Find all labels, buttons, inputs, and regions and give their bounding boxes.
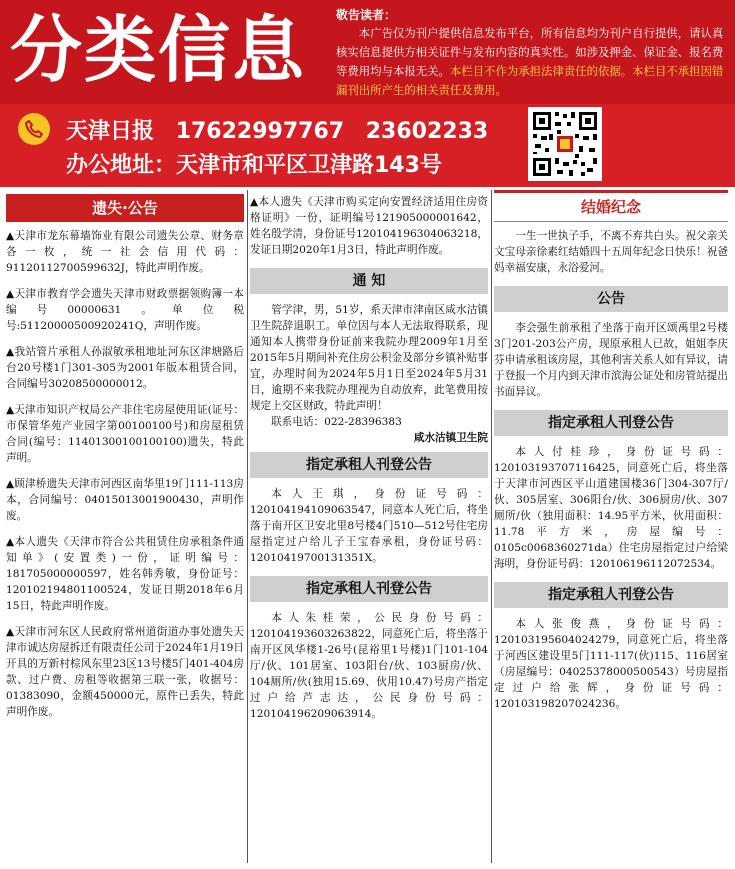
column-right xyxy=(494,190,728,869)
paper-name: 天津日报 xyxy=(66,119,155,144)
section-title-lost: 遗失·公告 xyxy=(6,194,244,222)
qr-code-icon xyxy=(528,107,602,181)
gonggao-section-title: 公告 xyxy=(494,286,728,312)
gonggao-text: 李会强生前承租了坐落于南开区颂禹里2号楼3门201-203公产房，现原承租人已故，姐姐李庆芬申请承租该房屋，其他利害关系人如有异议，请于登报一个月内到天津市滨海公证处和房管站提出书面异议。 xyxy=(494,322,728,398)
tenant-notice-title-2: 指定承租人刊登公告 xyxy=(250,576,488,602)
notice-section-title: 通 知 xyxy=(250,268,488,294)
reader-notice-part-1: 本广告仅为刊户提供信息发布平台，所有信息均为刊户自行提供，请认真核实信息提供方相关证件与发布内容的真实性。如涉及押金、保证金、报名费等费用均与本报无关。 xyxy=(336,26,724,78)
column-divider-1 xyxy=(247,190,248,863)
tenant-notice-text-2: 本人朱桂荣，公民身份号码：120104193603263822，同意死亡后，将坐落于南开区风华楼1-26号(昆裕里1号楼)1门101-104厅/伙、101居室、103阳台/伙、103厨房/伙、104厕所/伙(独用15.69、伙用10.47)号房产指定过户给芦志达，公民身份号码：120104196209063914。 xyxy=(250,612,488,720)
lost-item-5: ▲顾津桥遗失天津市河西区南华里19门111-113房本，合同编号：04015013001900430，声明作废。 xyxy=(6,478,244,522)
notice-phone: 联系电话：022-28396383 xyxy=(271,416,402,428)
wedding-text: 一生一世执子手，不离不弃共白头。祝父亲关文宝母亲徐素红结婚四十五周年纪念日快乐！祝爸妈幸福安康，永浴爱河。 xyxy=(494,230,728,274)
tenant-notice-title-3: 指定承租人刊登公告 xyxy=(494,410,728,436)
tenant-notice-title-4: 指定承租人刊登公告 xyxy=(494,582,728,608)
notice-text: 管学津，男，51岁，系天津市津南区咸水沽镇卫生院辞退职工。单位因与本人无法取得联系，现通知本人携带身份证前来我院办理2009年1月至2015年5月期间补充住房公积金及部分乡镇补贴事宜，办理时间为2024年5月1日至2024年5月31日，逾期不来我院办理视为自动放弃，此笔费用按规定上交区财政，特此声明！ xyxy=(250,304,488,412)
tenant-notice-title-1: 指定承租人刊登公告 xyxy=(250,452,488,478)
lost-item-2: ▲天津市教育学会遗失天津市财政票据领购簿一本编号00000631。单位税号:51120000500920241Q，声明作废。 xyxy=(6,288,244,332)
reader-notice-text xyxy=(336,24,730,100)
phone-icon xyxy=(18,113,50,145)
notice-signature: 咸水沽镇卫生院 xyxy=(413,432,488,444)
contact-line xyxy=(66,114,502,145)
phone-number-1: 17622997767 xyxy=(175,119,345,144)
tenant-notice-text-3: 本人付桂珍，身份证号码：120103193707116425，同意死亡后，将坐落于天津市河西区平山道建国楼36门304-307厅/伙、305居室、306阳台/伙、306厨房/伙、307厕所/伙（独用面积：14.95平方米，伙用面积：11.78平方米，房屋编号：0105c0068360271da）住宅房屋指定过户给梁海明，身份证号码：120106196112072534。 xyxy=(494,446,728,570)
lost-item-1: ▲天津市龙东幕墙饰业有限公司遗失公章、财务章各一枚，统一社会信用代码：91120112700599632J，特此声明作废。 xyxy=(6,230,244,274)
lost-item-8: ▲本人遗失《天津市购买定向安置经济适用住房资格证明》一份，证明编号121905000001642，姓名殷学清，身份证号120104196304063218，发证日期2020年1月3日，特此声明作废。 xyxy=(250,196,488,256)
column-middle xyxy=(250,190,488,869)
lost-item-3: ▲我站管片承租人孙淑敏承租地址河东区津塘路后台20号楼1门301-305为2001年版本租赁合同，合同编号30208500000012。 xyxy=(6,346,244,390)
reader-notice-part-2: 本栏目不作为承担法律责任的依据。本栏目不承担因错漏刊出所产生的相关责任及费用。 xyxy=(336,64,724,97)
column-left xyxy=(6,190,244,869)
lost-item-4: ▲天津市知识产权局公产非住宅房屋使用证(证号：市保管华苑产业园字第00100100号)和房屋租赁合同(编号：11401300100100100)遗失，特此声明。 xyxy=(6,404,244,464)
reader-notice-title: 敬告读者： xyxy=(336,8,397,22)
tenant-notice-text-1: 本人王琪，身份证号码：120104194109063547，同意本人死亡后，将坐落于南开区卫安北里8号楼4门510—512号住宅房屋指定过户给儿子王宝春承租，身份证号码：12010419700131351X。 xyxy=(250,488,488,564)
lost-item-6: ▲本人遗失《天津市符合公共租赁住房承租条件通知单》(安置类)一份，证明编号：181705000000597，姓名韩秀敏，身份证号：120102194801100524，发证日期2018年6月15日，特此声明作废。 xyxy=(6,536,244,612)
lost-item-7: ▲天津市河东区人民政府常州道街道办事处遗失天津市诚达房屋拆迁有限责任公司于2024年1月19日开具的万新村棕风东里23区13号楼5门401-404房款、过户费、房租等收据第三联一张，收据号：01383090，金额450000元，原件已丢失，特此声明作废。 xyxy=(6,626,244,718)
column-divider-2 xyxy=(491,190,492,863)
wedding-section-title: 结婚纪念 xyxy=(494,190,728,222)
page-title: 分类信息 xyxy=(10,8,307,92)
phone-number-2: 23602233 xyxy=(365,119,489,144)
office-address: 办公地址：天津市和平区卫津路143号 xyxy=(66,153,442,178)
tenant-notice-text-4: 本人张俊燕，身份证号码：120103195604024279，同意死亡后，将坐落于河西区建设里5门111-117(伙)115、116居室（房屋编号：04025378000500543）号房屋指定过户给张辉，身份证号码：120103198207024236。 xyxy=(494,618,728,710)
